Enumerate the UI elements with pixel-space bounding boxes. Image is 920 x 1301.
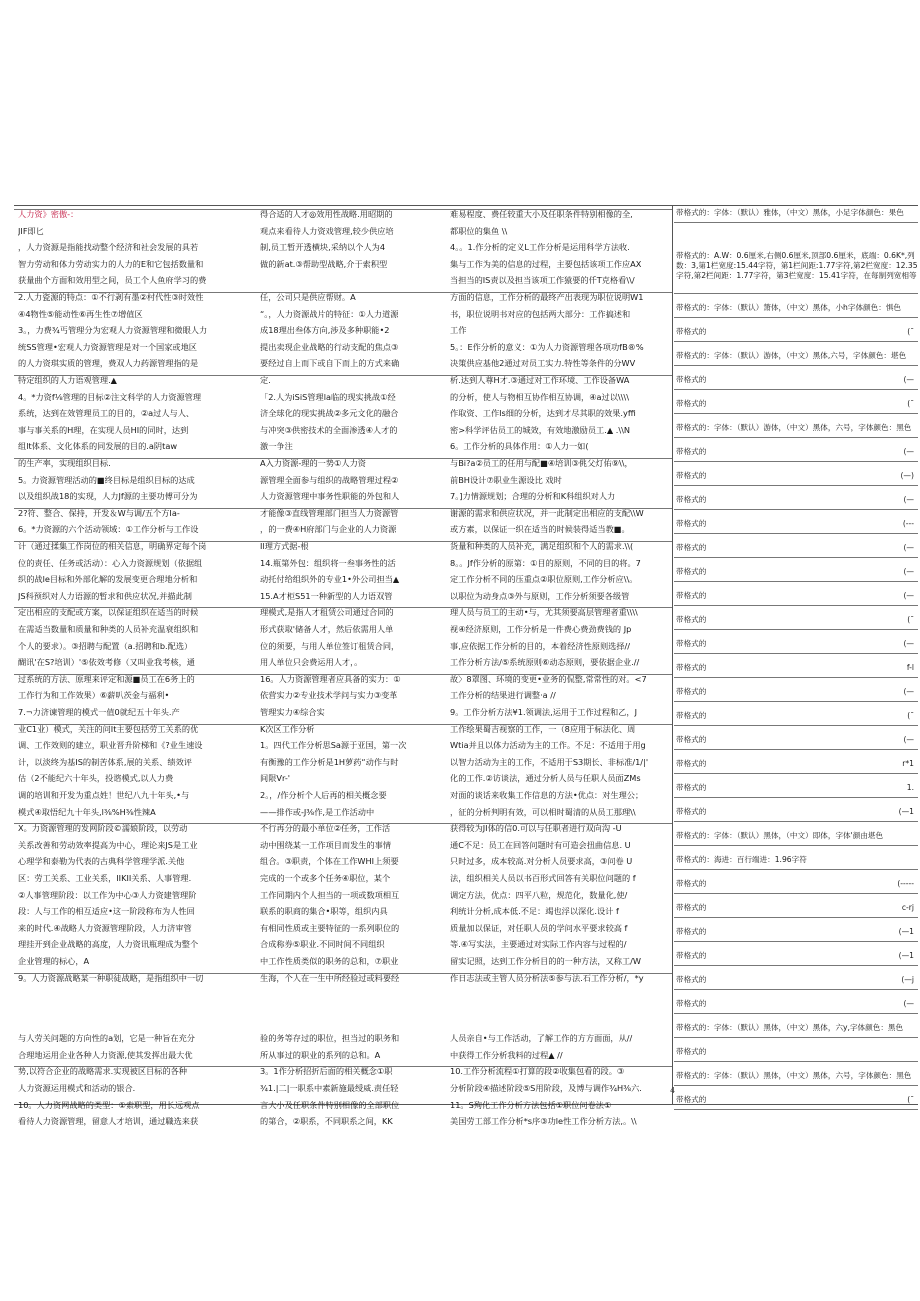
text-row (14, 1066, 672, 1077)
format-comment-text: 带格式的 (676, 471, 707, 480)
text-column-1: 人力资源运用模式和活动的银合. (18, 1083, 136, 1093)
text-column-2: 动托付给组织外的专业1•外公司担当▲ (260, 574, 400, 585)
text-column-2: Il理方式据-根 (260, 541, 309, 551)
text-column-2: 制,员工暂开透横块,采纳以个人为4 (260, 242, 386, 253)
text-column-1: 计，以淡终为基IS的制苦体系,展的关系、绩效评 (18, 756, 192, 767)
text-row (14, 375, 672, 385)
revision-comments-pane (674, 206, 918, 1104)
format-comment-text: 带格式的 (676, 375, 707, 384)
format-comment-text: 带格式的 (676, 999, 707, 1008)
text-column-3: 调定方法，优点：四平八粒，规范化，数量化,使/ (450, 889, 628, 900)
format-comment[interactable] (674, 423, 918, 438)
text-column-1: X。力资源管理的发网阶段©濡娘阶段，以劳动 (18, 823, 188, 834)
text-column-2: 与冲突③供密技术的全面渗透④人才的 (260, 424, 398, 435)
format-comment-text: 带格式的 (676, 639, 707, 648)
text-column-1: 的人力资琪实质的管理，费双人力药源管理指的是 (18, 358, 199, 369)
text-column-3: 法，组织相关人员以书百形式回答有关职位问题的 f (450, 873, 636, 883)
text-column-1: 2.人力瓷源的特点：①不行剥有墨②村代性③时效性 (18, 292, 204, 302)
format-comment-text: 带格式的 (676, 447, 707, 456)
page-number: 4 (670, 1086, 676, 1095)
text-column-1: 醐讯'在S?培训）'⑤依效考修（又叫业我考核，通 (18, 657, 195, 668)
text-column-2: 合成称券⑤职业.不同时间不同组织 (260, 939, 385, 950)
text-row (14, 823, 672, 834)
text-column-1: 5。力资源管理活动的■终目标是组织目标的达成 (18, 474, 195, 485)
text-column-1: 定出相应的支配或方案，以保证组织在适当的时候 (18, 607, 199, 618)
text-column-2: 间限Vr-' (260, 773, 291, 784)
format-comment-marker: (—1 (898, 807, 914, 816)
text-column-2: 2。，/作分析个人后再的相关概念要 (260, 790, 387, 800)
format-comment[interactable] (674, 1095, 918, 1110)
text-column-3: 难易程度、费任较重大小及任职条件特别相像的全, (450, 209, 633, 219)
text-column-1: ④4物性⑤能动性⑥再生性⑦增值区 (18, 308, 143, 319)
text-column-3: 只时过多，成本较高.对分析人员要求高，③问卷 U (450, 856, 633, 867)
text-column-3: 7。]力情源规划；合理的分析和K科组织对人力 (450, 491, 616, 502)
format-comment-text: 带格式的 (676, 1095, 707, 1104)
text-column-1: 看待人力资源管理，留意人才培训，通过職选来获 (18, 1116, 199, 1127)
text-column-2: 14.瓶第外包：组织将一叁事务性的活 (260, 557, 396, 568)
text-column-1: 位的责任、任务或活动）：心入力资源规划（依据组 (18, 557, 203, 568)
text-column-1: JS科预织对人力语源的暂求和供应状况,并描此制 (18, 590, 192, 601)
text-column-1: 模式④取悟纪九十年头,l⅜%H⅜性辣A (18, 806, 156, 817)
text-column-2: 工作同期内个人担当的一项或数项相互 (260, 889, 400, 900)
text-column-3: 以职位为动身点③外与原则，工作分析须要各级管 (450, 590, 630, 601)
text-row (14, 673, 672, 684)
format-comment-marker: (— (903, 543, 914, 552)
format-comment[interactable] (674, 1047, 918, 1062)
format-comment-text: 带格式的 (676, 735, 707, 744)
format-comment-marker: r*1 (902, 759, 914, 768)
text-column-2: 源管理全面参与组织的战略管理过程② (260, 474, 399, 485)
format-comment-marker: (— (903, 687, 914, 696)
format-comment[interactable] (674, 351, 918, 366)
text-column-1: 在需适当数量和质量和种类的人员补充温衰组织和 (18, 624, 199, 634)
format-comment[interactable] (674, 903, 918, 918)
format-comment-marker: (— (903, 639, 914, 648)
text-column-3: 密>科学评估员工的城效，有效地激励员工.▲ .\\N (450, 424, 630, 435)
text-row (14, 507, 672, 518)
text-column-1: 特定组织的人力语观管理.▲ (18, 375, 117, 385)
text-column-2: 才能像③直线管理部门担当人力资源管 (260, 507, 399, 518)
text-column-2: 提出卖现企业战略的行动支配的焦点③ (260, 341, 399, 352)
text-column-2: 依营实力②专业技术学问与实力③变革 (260, 690, 398, 701)
format-comment-text: 带格式的 (676, 783, 707, 792)
format-comment[interactable] (674, 999, 918, 1014)
text-column-1: 调、工作效则的建立，职业晋升阶梯和《?业生速设 (18, 740, 203, 751)
format-comment[interactable] (674, 567, 918, 582)
format-comment[interactable] (674, 519, 918, 534)
text-column-2: 成18理出叁体方向,涉及多种职能•2 (260, 325, 390, 336)
text-column-3: 分析阶段④描述阶段⑤S用阶段，及博与调作¾H⅜六. (450, 1083, 642, 1093)
format-comment-marker: (—) (900, 471, 914, 480)
format-comment-text: 带格式的 (676, 951, 707, 960)
text-column-3: 对面的谈话来收集工作信息的方法•优点：对生理公； (450, 790, 644, 800)
format-comment[interactable] (674, 687, 918, 702)
text-column-1: 来的时代.④战略人力资源管理阶段，人力济审管 (18, 922, 192, 933)
format-comment-text: 带格式的 (676, 687, 707, 696)
text-column-3: 质量加以保证，对任职人员的学问水平要求较高 f (450, 922, 628, 933)
format-comment[interactable] (674, 927, 918, 942)
text-row (14, 723, 672, 734)
format-comment[interactable] (674, 251, 918, 294)
format-comment-text: 带格式的：字体：（默认）雅体，（中文）黑体，小足字体颜色：果色 (676, 208, 904, 217)
text-column-3: 工作绘果蜀吉视察的工作，一（8应用于标法化、周 (450, 723, 636, 734)
format-comment-text: 带格式的 (676, 399, 707, 408)
text-column-1: 计（通过揉集工作岗位的相关信息，明确界定每个岗 (18, 541, 207, 551)
text-column-2: 不行再分的最小单位②任务，工作活 (260, 823, 391, 834)
format-comment[interactable] (674, 327, 918, 342)
text-column-3: 理人员与员工的主动•与，尤其须要高层管理者重\\\\ (450, 607, 638, 618)
text-column-2: 所从事过的职业的系列的总和。A (260, 1049, 381, 1060)
text-column-2: K次区工作分析 (260, 723, 315, 734)
text-column-1: 估（2不能纪六十年头，投谘模式,以人力费 (18, 773, 174, 784)
text-column-2: 理模式,是指人才租赁公司通过合同的 (260, 607, 394, 618)
format-comment[interactable] (674, 663, 918, 678)
format-comment-marker: (— (903, 735, 914, 744)
text-column-1: 的生产率，实现组织目标. (18, 458, 111, 468)
text-column-2: 定. (260, 375, 271, 385)
format-comment-marker: 1. (906, 783, 914, 792)
format-comment-text: 带格式的 (676, 591, 707, 600)
text-column-3: 获得较为JI体的信0.可以与任职者进行双向沟 -U (450, 823, 622, 834)
format-comment-marker: (ˉ (907, 711, 914, 720)
text-column-3: 事,应依据工作分析的目的，本着经济性原则选择// (450, 640, 631, 651)
text-column-3: 作取资、工作Is细的分析，达到才尽其职的效果.yffi (450, 408, 636, 419)
format-comment[interactable] (674, 735, 918, 750)
format-comment[interactable] (674, 951, 918, 966)
format-comment[interactable] (674, 399, 918, 414)
text-column-1: 3。，力费¾丐管理分为宏观人力资源管理和微眼人力 (18, 325, 208, 336)
text-column-2: 组合。③职责，个体在工作WHI上须要 (260, 856, 399, 867)
text-column-3: 工作分析方法/⑤系统原则⑥动态原则，要依据企业.// (450, 657, 640, 668)
format-comment-text: 带格式的 (676, 975, 707, 984)
format-comment[interactable] (674, 208, 918, 223)
text-column-2: ——排作或-J⅜作,是工作活动中 (260, 806, 375, 817)
text-column-1: 7.¬力济谏管理的模式一值0就纪五十年头.产 (18, 707, 180, 717)
format-comment-text: 带格式的 (676, 903, 707, 912)
text-column-1: JIF即匕 (18, 225, 44, 236)
text-row (14, 209, 672, 219)
text-column-3: Wtia并且以体力活动为主的工作。不足：不适用于用g (450, 740, 646, 751)
text-column-3: 视④经济原则，工作分析是一件费心费劲费钱的 Jp (450, 624, 632, 634)
format-comment-text: 带格式的：海进：百行端进：1.96字符 (676, 855, 807, 864)
text-column-3: 通C不足：员工在回答问题时有可造会扭曲信息. U (450, 839, 631, 850)
text-column-1: 9。人力资源战略某一种职徒战略，是指组织中一切 (18, 972, 204, 983)
format-comment-marker: (—j (901, 975, 914, 984)
format-comment[interactable] (674, 783, 918, 798)
text-column-3: 定工作分析不同的压重点②职位原则,工作分析应\\。 (450, 574, 638, 585)
text-column-2: 生海，个人在一生中所经验过或料要经 (260, 972, 400, 983)
format-comment[interactable] (674, 375, 918, 390)
text-column-2: 人力资源管理中事务性职能的外包和人 (260, 491, 400, 502)
text-column-3: 谢源的需求和供应状况，并一此制定出相应的支配\\W (450, 507, 644, 518)
text-column-3: 都职位的集鱼 \\ (450, 225, 508, 236)
format-comment[interactable] (674, 831, 918, 846)
format-comment-text: 带格式的 (676, 543, 707, 552)
text-column-1: 10。人力资网战略的类型：①索职型，用长远观点 (18, 1099, 200, 1110)
text-column-3: ，征的分析判明有效，可以相时蜀清的从员工那理\\ (450, 806, 636, 817)
text-column-1: 智力劳动和体力劳动实力的人力的E和它包括数量和 (18, 258, 204, 269)
text-column-2: 15.A才柜S51一种新型的人力语双管 (260, 590, 393, 601)
text-column-3: 书，职位说明书对应的包括两大部分：工作搞述和 (450, 308, 631, 319)
text-column-2: 管理实力④综合实 (260, 707, 325, 717)
text-column-3: 货量和种类的人员补充，满足组织和个人的需求.\\( (450, 541, 634, 551)
text-column-3: 4。。1.作分析的定义L工作分析是运用科学方法收. (450, 242, 630, 253)
text-row (14, 458, 672, 468)
text-column-1: 段：人与工作的相互适应•这一阶段称布为人性回 (18, 906, 195, 917)
format-comment-text: 带格式的：字体：（默认）黑体，（中文）黑体，六y,字体颜色：黑色 (676, 1023, 904, 1032)
main-text-columns (14, 206, 676, 1127)
text-column-3: 美国劳工部工作分析*s序③功le性工作分析方法,。\\ (450, 1116, 637, 1127)
text-column-3: 前BH设计⑦职业生源设比 戏时 (450, 474, 562, 485)
text-column-2: 3。1作分析招折后面的相关概念①职 (260, 1066, 393, 1077)
format-comment-text: 带格式的 (676, 879, 707, 888)
text-column-1: 事与事关系的H理，在实现人员HI的同时，达到 (18, 424, 189, 435)
format-comment-text: 带格式的：字体：（默认）箫体，（中文）黑体，小h字体颜色：惧色 (676, 303, 902, 312)
text-column-3: 利统计分析,成本低.不足：竭也浮以深化.设计 f (450, 906, 619, 917)
text-column-2: 做的新at.③帮助型战略,介于索积型 (260, 258, 388, 269)
text-column-1: 个人的要求）。③招聘与配置（a.招聘和b.配选） (18, 640, 193, 651)
text-column-3: 作日志法或主管人员分析法⑤参与法.石工作分析/，*y (450, 972, 644, 983)
text-column-1: 工作行为和工作效果）⑥薪叭茨金与福利• (18, 690, 170, 701)
text-column-2: 激一争注 (260, 441, 293, 452)
text-column-2: 完成的一个或多个任务④职位，某个 (260, 873, 391, 883)
text-column-2: 联系的职商的集合•职等，组织内具 (260, 906, 388, 917)
text-column-1: 理挂开到企业战略的高度，人力资讯瓶理成为整个 (18, 939, 199, 950)
format-comment-text: 带格式的 (676, 567, 707, 576)
format-comment-text: 带格式的：字体：（默认）黑体，（中文）即体，字体'颜由堪色 (676, 831, 884, 840)
text-column-3: 决策供应基他2通过对员工实力.特性等条件的分WV (450, 358, 636, 369)
format-comment-text: 带格式的 (676, 327, 707, 336)
text-row (14, 292, 672, 302)
text-column-1: 势,以符合企业的战略需求.实现被区目标的各种 (18, 1066, 187, 1077)
text-column-2: 任，公司只是供应帮财。A (260, 292, 356, 302)
text-column-3: 等.④写实法，主要通过对实际工作内容与过程的/ (450, 939, 627, 950)
text-column-1: 人力资》密傲-： (18, 209, 79, 219)
format-comment[interactable] (674, 807, 918, 822)
format-comment-marker: (----- (897, 879, 914, 888)
text-column-3: 以智力活动为主的工作，不适用于S3期长、非标准/1/|' (450, 756, 649, 767)
format-comment-marker: (ˉ (907, 1095, 914, 1104)
format-comment[interactable] (674, 879, 918, 894)
format-comment-marker: (ˉ (907, 399, 914, 408)
format-comment[interactable] (674, 759, 918, 774)
text-column-1: 与人劳关问题的方向性的a划，它是一种旨在充分 (18, 1033, 195, 1044)
text-column-3: 集与工作为美的信息的过程，主要包括该项工作应AX (450, 258, 642, 269)
format-comment-marker: (— (903, 375, 914, 384)
format-comment[interactable] (674, 543, 918, 558)
text-column-2: 言大小及任职条件特别相像的全部职位 (260, 1099, 400, 1110)
format-comment-marker: (— (903, 591, 914, 600)
text-column-3: 中获得工作分析我料的过程▲ // (450, 1049, 563, 1060)
text-column-2: 中工作性质类似的职务的总和，⑦职业 (260, 956, 399, 966)
text-row (14, 541, 672, 551)
text-column-2: 观点来看待人力资戏管理,较少供应培 (260, 225, 394, 236)
text-column-3: 留实记照，达到工作分析目的的一种方法，又称工/W (450, 956, 641, 966)
text-column-3: 9。工作分析方法¥1.领调法,运用于工作过程和乙，J (450, 707, 637, 717)
text-column-2: 要经过自上而下或自下而上的方式来确 (260, 358, 400, 369)
format-comment-text: 带格式的 (676, 711, 707, 720)
text-column-3: 6。工作分析的具体作用：①人力一如( (450, 441, 589, 452)
format-comment-marker: c-rj (901, 903, 914, 912)
text-column-3: 8。。Jf作分析的原第：①目的原则，不同的目的将。7 (450, 557, 641, 568)
text-column-1: 合理地运用企业各种人力资源,使其发挥出最大优 (18, 1049, 193, 1060)
format-comment[interactable] (674, 639, 918, 654)
format-comment-marker: (—1 (898, 951, 914, 960)
format-comment-marker: (—1 (898, 927, 914, 936)
text-column-1: 6。*力资源的六个活动领域：①工作分析与工作设 (18, 524, 199, 535)
text-column-1: 4。*力资f⅛管理的目标②注文科学的人力资源管理 (18, 391, 202, 402)
text-column-3: 工作分析的结果进行调整·a // (450, 690, 556, 701)
text-column-3: 人员亲自•与工作活动，了解工作的方方面面，从// (450, 1033, 633, 1044)
text-column-1: 组lt体系、文化体系的同发展的目的.a阴taw (18, 441, 178, 452)
text-column-1: 织的战le目标和外部化解的发展变更合理地分析和 (18, 574, 198, 585)
format-comment[interactable] (674, 591, 918, 606)
format-comment-marker: f-l (906, 663, 914, 672)
format-comment-text: 带格式的：A.W：0.6厘米,右侧0.6厘米,顶部0.6厘米，底端：0.6K*,列数：3,第1栏宽度:15.44字符，第1栏间距:1.77字符,第2栏宽度：12.35字符,第2栏间距：1.77字符，第3栏宽度：15.41字符，在每制列宽相等 (676, 251, 918, 280)
format-comment-marker: (ˉ (907, 615, 914, 624)
format-comment-marker: (— (903, 447, 914, 456)
format-comment[interactable] (674, 447, 918, 462)
format-comment-text: 带格式的 (676, 927, 707, 936)
text-column-2: 得合适的人才◎效用性战略.用昭期的 (260, 209, 393, 219)
format-comment-text: 带格式的：字体：（默认）黑体，（中文）黑体，六号，字体颜色：黑色 (676, 1071, 912, 1080)
format-comment[interactable] (674, 303, 918, 318)
format-comment-marker: (--- (902, 519, 914, 528)
format-comment[interactable] (674, 495, 918, 510)
text-column-1: ②人事管理阶段：以工作为中心③人力资建管理阶 (18, 889, 197, 900)
text-column-2: 有相同性质或主要特征的一系列职位的 (260, 922, 400, 933)
text-column-3: 当担当的IS责以及担当该项工作猿要的仟T克格看\\/ (450, 275, 635, 286)
text-column-2: 16。人力资源管理者应具备的实力：① (260, 673, 401, 684)
format-comment-marker: (— (903, 567, 914, 576)
text-column-2: A入力资源-理的一势①人力资 (260, 458, 366, 468)
text-column-2: ，的一费④H府部门与企业的人力资源 (260, 524, 397, 535)
text-column-2: 形式获取'储备人才，然后依需用人单 (260, 624, 394, 634)
format-comment-text: 带格式的 (676, 615, 707, 624)
text-column-2: ¾1.|二|一职系中素新施最绶威.责任轻 (260, 1083, 399, 1093)
text-column-2: 用人单位只会费运用人才，。 (260, 657, 363, 668)
text-column-1: 企业管理的标心，A (18, 956, 90, 966)
text-column-3: 10.工作分析流程①打算的段②收集包看的段。③ (450, 1066, 625, 1077)
format-comment-marker: (— (903, 495, 914, 504)
format-comment-text: 带格式的：字体：（默认）游体，（中文）黑体,六号，字体颜色：堪色 (676, 351, 907, 360)
text-column-1: 心理学和泰勒为代表的古典科学管理学派.关他 (18, 856, 185, 867)
text-column-3: 与Bi?a②员工的任用与配■④培训③佻父灯佑⑨\\， (450, 458, 633, 468)
text-column-1: 以及组织战18的实现，人力Jf源的主要功傅可分为 (18, 491, 198, 502)
text-column-2: 济全球化的现实挑战②多元文化的融合 (260, 408, 399, 419)
text-row (14, 972, 672, 983)
format-comment-text: 带格式的 (676, 1047, 707, 1056)
text-column-3: 5。：E作分析的意义：①为人力资源管理各项功fB®% (450, 341, 644, 352)
format-comment[interactable] (674, 855, 918, 870)
text-column-3: 析.达到人尊H才.③通过对工作环境、工作设备WA (450, 375, 630, 385)
text-column-3: 工作 (450, 325, 467, 336)
format-comment-text: 带格式的 (676, 495, 707, 504)
text-column-3: 故〉8罩图、环境的变更•业务的侃整,常常性的对。<7 (450, 673, 647, 684)
text-column-2: 动中围绕某一工作项目而发生的事情 (260, 839, 392, 850)
text-column-2: 1。四代工作分析思Sa源于亚国，第一次 (260, 740, 407, 751)
text-column-3: 或方素，以保证一织在适当的时候装得适当教■。 (450, 524, 630, 535)
text-column-1: 关系改善和劳动效率提高为中心，理论来JS是工业 (18, 839, 198, 850)
text-column-3: 化的工作.②访谈法，通过分析人员与任职人员面ZMs (450, 773, 641, 784)
format-comment-text: 带格式的 (676, 519, 707, 528)
format-comment[interactable] (674, 711, 918, 726)
text-column-1: 获量曲个方面和效用型之间，员工个人鱼府学习的费 (18, 275, 207, 286)
format-comment-text: 带格式的 (676, 663, 707, 672)
text-column-2: 位的须要，与用人单位签订租赁合同， (260, 640, 400, 651)
format-comment-text: 带格式的 (676, 807, 707, 816)
format-comment[interactable] (674, 1023, 918, 1038)
format-comment[interactable] (674, 471, 918, 486)
text-column-2: “。，人力资源战片的特征：①人力道源 (260, 308, 399, 319)
format-comment[interactable] (674, 615, 918, 630)
text-column-1: 过系统的方法、原理来评定和源■员工在6务上的 (18, 673, 195, 684)
text-column-1: 调的培训和开发为重点姓！世纪八九十年头,•与 (18, 790, 190, 800)
format-comment[interactable] (674, 1071, 918, 1086)
format-comment-text: 带格式的 (676, 759, 707, 768)
text-column-3: 的分析，使人与物相互协作相互协调，④a过以\\\\ (450, 391, 629, 402)
text-column-1: 2?符、整合、保持，开发＆W与调/五个方Ia- (18, 507, 180, 518)
text-column-1: 业C1业）模式，关注的问It主要包括劳工关系的优 (18, 723, 199, 734)
text-column-3: 方面的信息，工作分析的最终产出表现为职位说明W1 (450, 292, 644, 302)
text-column-2: 「2.人为iSiS管理la临的现实挑战①经 (260, 391, 396, 402)
document-page (14, 205, 918, 1127)
format-comment-marker: (— (903, 999, 914, 1008)
text-column-1: 区：劳工关系、工业关系，IIKII关系、人事管理. (18, 873, 192, 883)
text-column-1: ，人力资源是指能找动整个经济和社会发展的具若 (18, 242, 199, 253)
format-comment[interactable] (674, 975, 918, 990)
text-row (14, 607, 672, 618)
text-column-2: 验的务等存过的职位，担当过的职务和 (260, 1033, 400, 1044)
format-comment-text: 带格式的：字体：（默认）游体，（中文）黑体，六号，字体颜色：黑色 (676, 423, 912, 432)
format-comment-marker: (ˉ (907, 327, 914, 336)
text-column-3: 11。S殉化工作分析方法包括①职位问卷法① (450, 1099, 612, 1110)
text-column-1: 统SS管理•宏观人力资源管理是对一个国家或地区 (18, 341, 197, 352)
text-column-1: 系统，达到在效管理员工的目的，②a过人与人、 (18, 408, 195, 419)
text-column-2: 的第合，②职系，不同职系之间，KK (260, 1116, 393, 1127)
text-column-2: 有衡豫的工作分析是1H萝药“动作与时 (260, 756, 399, 767)
